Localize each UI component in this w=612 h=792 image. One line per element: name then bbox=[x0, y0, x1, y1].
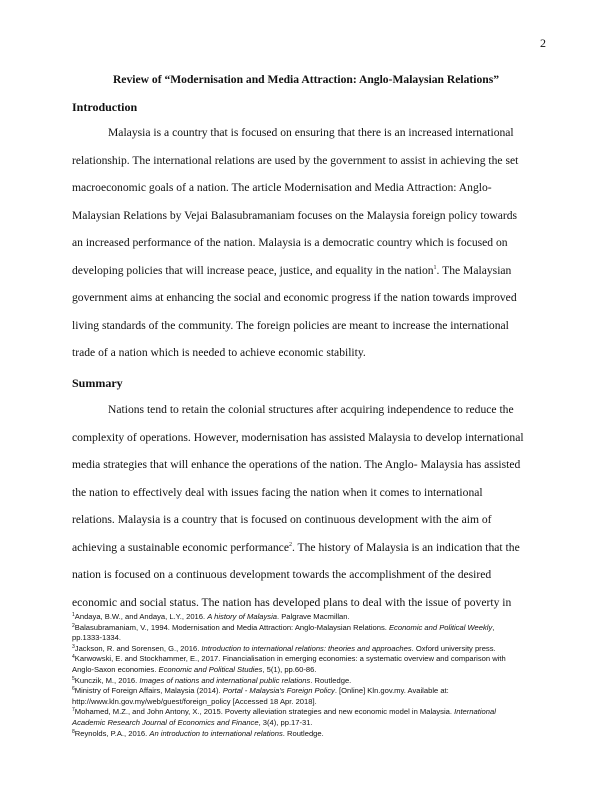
footnote-text: . Palgrave Macmillan. bbox=[277, 612, 350, 621]
text-run: government aims at enhancing the social and economic progress if the nation towards improved bbox=[72, 291, 517, 304]
text-run: achieving a sustainable economic performance bbox=[72, 540, 289, 554]
footnote-text: Anglo-Saxon economies. bbox=[72, 664, 159, 674]
footnote-line bbox=[72, 644, 546, 655]
summary-heading: Summary bbox=[72, 376, 123, 390]
footnote-line bbox=[72, 686, 546, 697]
footnote-text: Images of nations and international public relations bbox=[139, 675, 311, 685]
footnote-text: International bbox=[454, 707, 496, 717]
footnote-text: , bbox=[492, 622, 495, 632]
footnote-line bbox=[72, 707, 546, 718]
text-run: developing policies that will increase peace, justice, and equality in the nation bbox=[72, 263, 434, 277]
footnote-text: http://www.kln.gov.my/web/guest/foreign_policy [Accessed 18 Apr. 2018]. bbox=[72, 696, 317, 706]
text-line bbox=[72, 339, 542, 367]
footnote-line bbox=[72, 676, 546, 687]
text-line bbox=[72, 312, 542, 340]
text-line bbox=[72, 257, 542, 285]
footnote-text: . Routledge. bbox=[310, 675, 352, 685]
footnote-line bbox=[72, 697, 546, 708]
text-line bbox=[72, 119, 542, 147]
footnote-text: . Routledge. bbox=[282, 728, 324, 738]
text-line bbox=[72, 174, 542, 202]
text-line bbox=[72, 451, 542, 479]
footnote-text: Reynolds, P.A., 2016. bbox=[74, 728, 150, 738]
introduction-paragraph bbox=[72, 119, 542, 367]
footnote-text: An introduction to international relations bbox=[149, 728, 283, 738]
footnote-number: 7 bbox=[72, 707, 75, 714]
footnote-number: 3 bbox=[72, 643, 75, 650]
text-line bbox=[72, 284, 542, 312]
text-run: Malaysian Relations by Vejai Balasubramaniam focuses on the Malaysia foreign policy towards bbox=[72, 208, 518, 222]
footnote-text: Academic Research Journal of Economics and Finance bbox=[72, 717, 259, 727]
footnote-text: A history of Malaysia bbox=[207, 612, 277, 621]
footnote-line bbox=[72, 718, 546, 729]
footnote-line bbox=[72, 729, 546, 740]
text-line bbox=[72, 506, 542, 534]
footnote-line bbox=[72, 665, 546, 676]
footnote-text: , 5(1), pp.60-86. bbox=[262, 664, 317, 674]
footnote-text: pp.1333-1334. bbox=[72, 633, 121, 643]
text-run: trade of a nation which is needed to achieve economic stability. bbox=[72, 346, 366, 359]
footnote-text: Balasubramaniam, V., 1994. Modernisation and Media Attraction: Anglo-Malaysian Relations. bbox=[74, 622, 389, 632]
text-run: relations. Malaysia is a country that is focused on continuous development with the aim of bbox=[72, 513, 492, 526]
footnote-number: 4 bbox=[72, 654, 75, 661]
footnote-text: Portal - Malaysia's Foreign Policy bbox=[222, 686, 335, 696]
footnote-text: Economic and Political Studies bbox=[158, 664, 263, 674]
footnote-text: . Oxford university press. bbox=[411, 643, 496, 653]
footnote-text: , 3(4), pp.17-31. bbox=[258, 717, 313, 727]
footnote-ref: 2 bbox=[288, 541, 292, 548]
footnote-text: Andaya, B.W., and Andaya, L.Y., 2016. bbox=[74, 612, 208, 621]
text-line bbox=[72, 147, 542, 175]
footnote-text: Economic and Political Weekly bbox=[388, 622, 493, 632]
text-run: the nation to effectively deal with issues facing the nation when it comes to international bbox=[72, 485, 483, 499]
text-run: . The history of Malaysia is an indication that the bbox=[291, 540, 520, 554]
text-line bbox=[72, 202, 542, 230]
footnote-line bbox=[72, 623, 546, 634]
footnotes bbox=[72, 612, 546, 739]
text-line bbox=[72, 534, 542, 562]
summary-paragraph bbox=[72, 396, 542, 616]
footnote-text: Ministry of Foreign Affairs, Malaysia (2014). bbox=[74, 686, 223, 696]
footnote-text: Kunczik, M., 2016. bbox=[74, 675, 140, 685]
page-number: 2 bbox=[540, 36, 546, 50]
introduction-heading: Introduction bbox=[72, 100, 138, 114]
text-run: economic and social status. The nation has developed plans to deal with the issue of poverty in bbox=[72, 595, 512, 609]
text-run: an increased performance of the nation. Malaysia is a democratic country which is focused on bbox=[72, 236, 508, 249]
footnote-number: 2 bbox=[72, 622, 75, 629]
text-run: media strategies that will enhance the operations of the nation. The Anglo- Malaysia has assisted bbox=[72, 458, 521, 471]
text-run: relationship. The international relations are used by the government to assist in achieving the set bbox=[72, 153, 519, 167]
text-line bbox=[72, 561, 542, 589]
footnote-number: 8 bbox=[72, 728, 75, 735]
footnote-text: Jackson, R. and Sorensen, G., 2016. bbox=[74, 643, 202, 653]
text-run: . The Malaysian bbox=[436, 263, 512, 277]
document-title: Review of “Modernisation and Media Attraction: Anglo-Malaysian Relations” bbox=[112, 73, 500, 86]
footnote-line bbox=[72, 654, 546, 665]
footnote-line bbox=[72, 612, 546, 623]
footnote-text: Mohamed, M.Z., and John Antony, X., 2015. Poverty alleviation strategies and new economic model in Malaysia. bbox=[74, 707, 455, 717]
footnote-text: . [Online] Kln.gov.my. Available at: bbox=[334, 686, 449, 696]
footnote-number: 1 bbox=[72, 612, 75, 618]
footnote-number: 5 bbox=[72, 675, 75, 682]
text-run: living standards of the community. The foreign policies are meant to increase the international bbox=[72, 318, 509, 332]
text-run: Malaysia is a country that is focused on ensuring that there is an increased international bbox=[108, 126, 514, 139]
footnote-text: Introduction to international relations: theories and approaches bbox=[201, 643, 412, 653]
text-line bbox=[72, 424, 542, 452]
text-run: complexity of operations. However, modernisation has assisted Malaysia to develop international bbox=[72, 430, 524, 444]
text-line bbox=[72, 229, 542, 257]
text-line bbox=[72, 479, 542, 507]
footnote-ref: 1 bbox=[433, 264, 437, 271]
footnote-text: Karwowski, E. and Stockhammer, E., 2017. Financialisation in emerging economies: a systematic overview and comparison with bbox=[74, 654, 506, 664]
footnote-number: 6 bbox=[72, 686, 75, 693]
text-line bbox=[72, 396, 542, 424]
footnote-line bbox=[72, 633, 546, 644]
text-run: nation is focused on a continuous development towards the accomplishment of the desired bbox=[72, 568, 492, 581]
text-run: macroeconomic goals of a nation. The article Modernisation and Media Attraction: Anglo- bbox=[72, 181, 492, 194]
text-run: Nations tend to retain the colonial structures after acquiring independence to reduce the bbox=[108, 403, 514, 416]
